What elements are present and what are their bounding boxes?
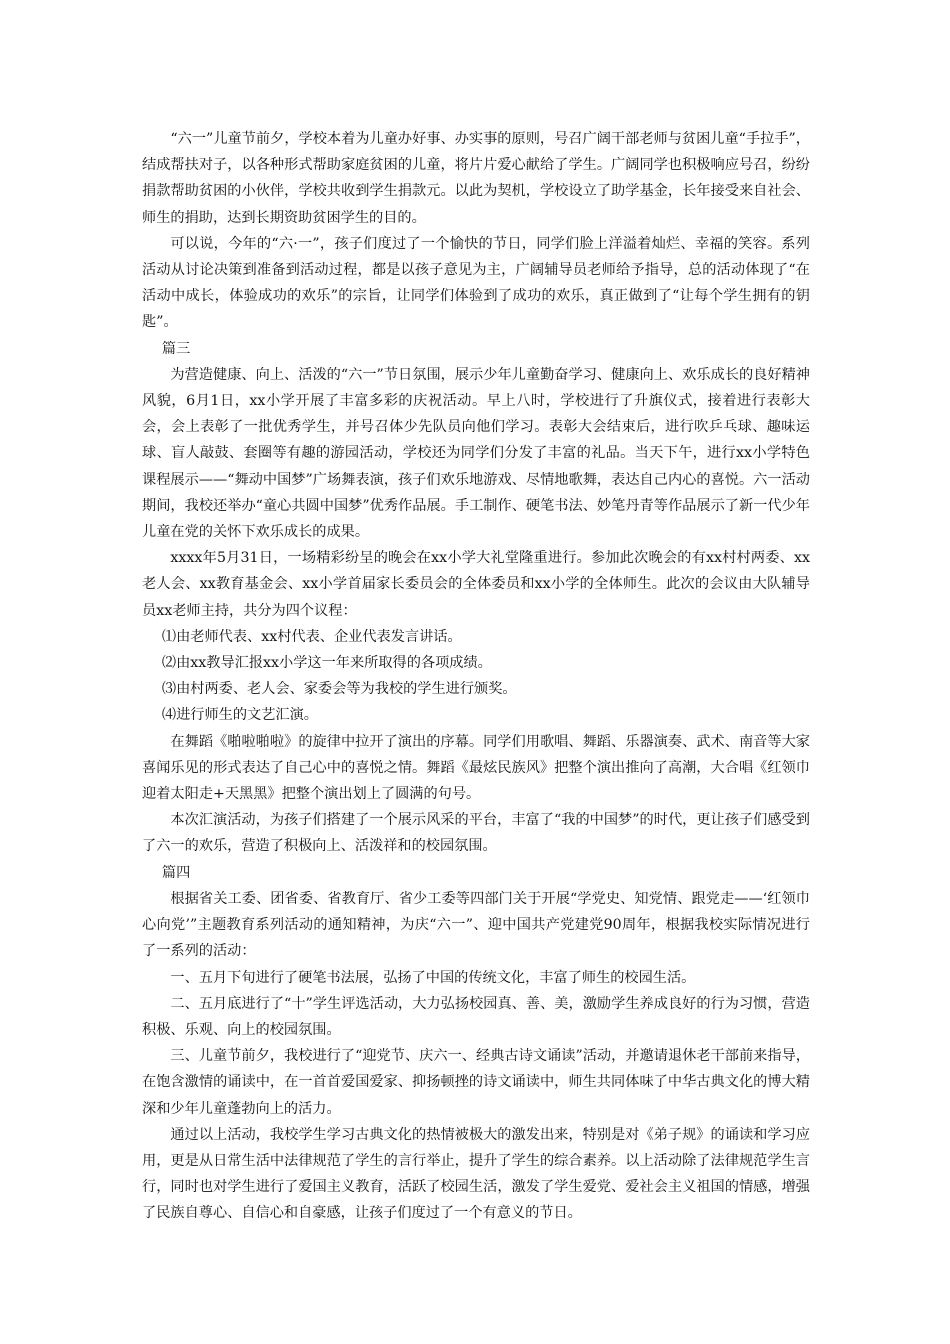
paragraph: 通过以上活动，我校学生学习古典文化的热情被极大的激发出来，特别是对《弟子规》的诵读和学习应用，更是从日常生活中法律规范了学生的言行举止，提升了学生的综合素养。以上活动除了法律规范学生言行，同时也对学生进行了爱国主义教育，活跃了校园生活，激发了学生爱党、爱社会主义祖国的情感，增强了民族自尊心、自信心和自豪感，让孩子们度过了一个有意义的节日。: [142, 1126, 810, 1222]
paragraph: 三、儿童节前夕，我校进行了“迎党节、庆六一、经典古诗文诵读”活动，并邀请退休老干部前来指导，在饱含激情的诵读中，在一首首爱国爱家、抑扬顿挫的诗文诵读中，师生共同体味了中华古典文化的博大精深和少年儿童蓬勃向上的活力。: [142, 1048, 810, 1117]
section-heading: 篇四: [161, 864, 191, 881]
paragraph: 在舞蹈《啪啦啪啦》的旋律中拉开了演出的序幕。同学们用歌唱、舞蹈、乐器演奏、武术、南音等大家喜闻乐见的形式表达了自己心中的喜悦之情。舞蹈《最炫民族风》把整个演出推向了高潮，大合唱《红领巾迎着太阳走+天黑黑》把整个演出划上了圆满的句号。: [142, 733, 810, 803]
agenda-item: ⑵由xx教导汇报xx小学这一年来所取得的各项成绩。: [161, 655, 492, 672]
paragraph: 根据省关工委、团省委、省教育厅、省少工委等四部门关于开展“学党史、知党情、跟党走——‘红领巾心向党’”主题教育系列活动的通知精神，为庆“六一”、迎中国共产党建党90周年，根据我校实际情况进行了一系列的活动：: [142, 890, 810, 960]
paragraph: 为营造健康、向上、活泼的“六一”节日氛围，展示少年儿童勤奋学习、健康向上、欢乐成长的良好精神风貌，6月1日，xx小学开展了丰富多彩的庆祝活动。早上八时，学校进行了升旗仪式，接着进行表彰大会，会上表彰了一批优秀学生，并号召体少先队员向他们学习。表彰大会结束后，进行吹乒乓球、趣味运球、盲人敲鼓、套圈等有趣的游园活动，学校还为同学们分发了丰富的礼品。当天下午，进行xx小学特色课程展示——“舞动中国梦”广场舞表演，孩子们欢乐地游戏、尽情地歌舞，表达自己内心的喜悦。六一活动期间，我校还举办“童心共圆中国梦”优秀作品展。手工制作、硬笔书法、妙笔丹青等作品展示了新一代少年儿童在党的关怀下欢乐成长的成果。: [142, 366, 810, 541]
paragraph: 本次汇演活动，为孩子们搭建了一个展示风采的平台，丰富了“我的中国梦”的时代，更让孩子们感受到了六一的欢乐，营造了积极向上、活泼祥和的校园氛围。: [142, 812, 810, 855]
paragraph: xxxx年5月31日，一场精彩纷呈的晚会在xx小学大礼堂隆重进行。参加此次晚会的有xx村村两委、xx老人会、xx教育基金会、xx小学首届家长委员会的全体委员和xx小学的全体师生。此次的会议由大队辅导员xx老师主持，共分为四个议程：: [142, 550, 810, 619]
paragraph: 可以说，今年的“六·一”，孩子们度过了一个愉快的节日，同学们脸上洋溢着灿烂、幸福的笑容。系列活动从讨论决策到准备到活动过程，都是以孩子意见为主，广阔辅导员老师给予指导，总的活动体现了“在活动中成长，体验成功的欢乐”的宗旨，让同学们体验到了成功的欢乐，真正做到了“让每个学生拥有的钥匙”。: [142, 235, 810, 331]
paragraph: 一、五月下旬进行了硬笔书法展，弘扬了中国的传统文化，丰富了师生的校园生活。: [170, 969, 696, 986]
paragraph: 二、五月底进行了“十”学生评选活动，大力弘扬校园真、善、美，激励学生养成良好的行为习惯，营造积极、乐观、向上的校园氛围。: [142, 995, 810, 1038]
agenda-item: ⑴由老师代表、xx村代表、企业代表发言讲话。: [161, 628, 462, 645]
section-heading: 篇三: [161, 340, 191, 357]
paragraph: “六一”儿童节前夕，学校本着为儿童办好事、办实事的原则，号召广阔干部老师与贫困儿童“手拉手”，结成帮扶对子，以各种形式帮助家庭贫困的儿童，将片片爱心献给了学生。广阔同学也积极响应号召，纷纷捐款帮助贫困的小伙伴，学校共收到学生捐款元。以此为契机，学校设立了助学基金，长年接受来自社会、师生的捐助，达到长期资助贫困学生的目的。: [142, 131, 810, 226]
agenda-item: ⑶由村两委、老人会、家委会等为我校的学生进行颁奖。: [161, 681, 517, 698]
document-body: [142, 126, 810, 1227]
agenda-item: ⑷进行师生的文艺汇演。: [161, 707, 318, 724]
